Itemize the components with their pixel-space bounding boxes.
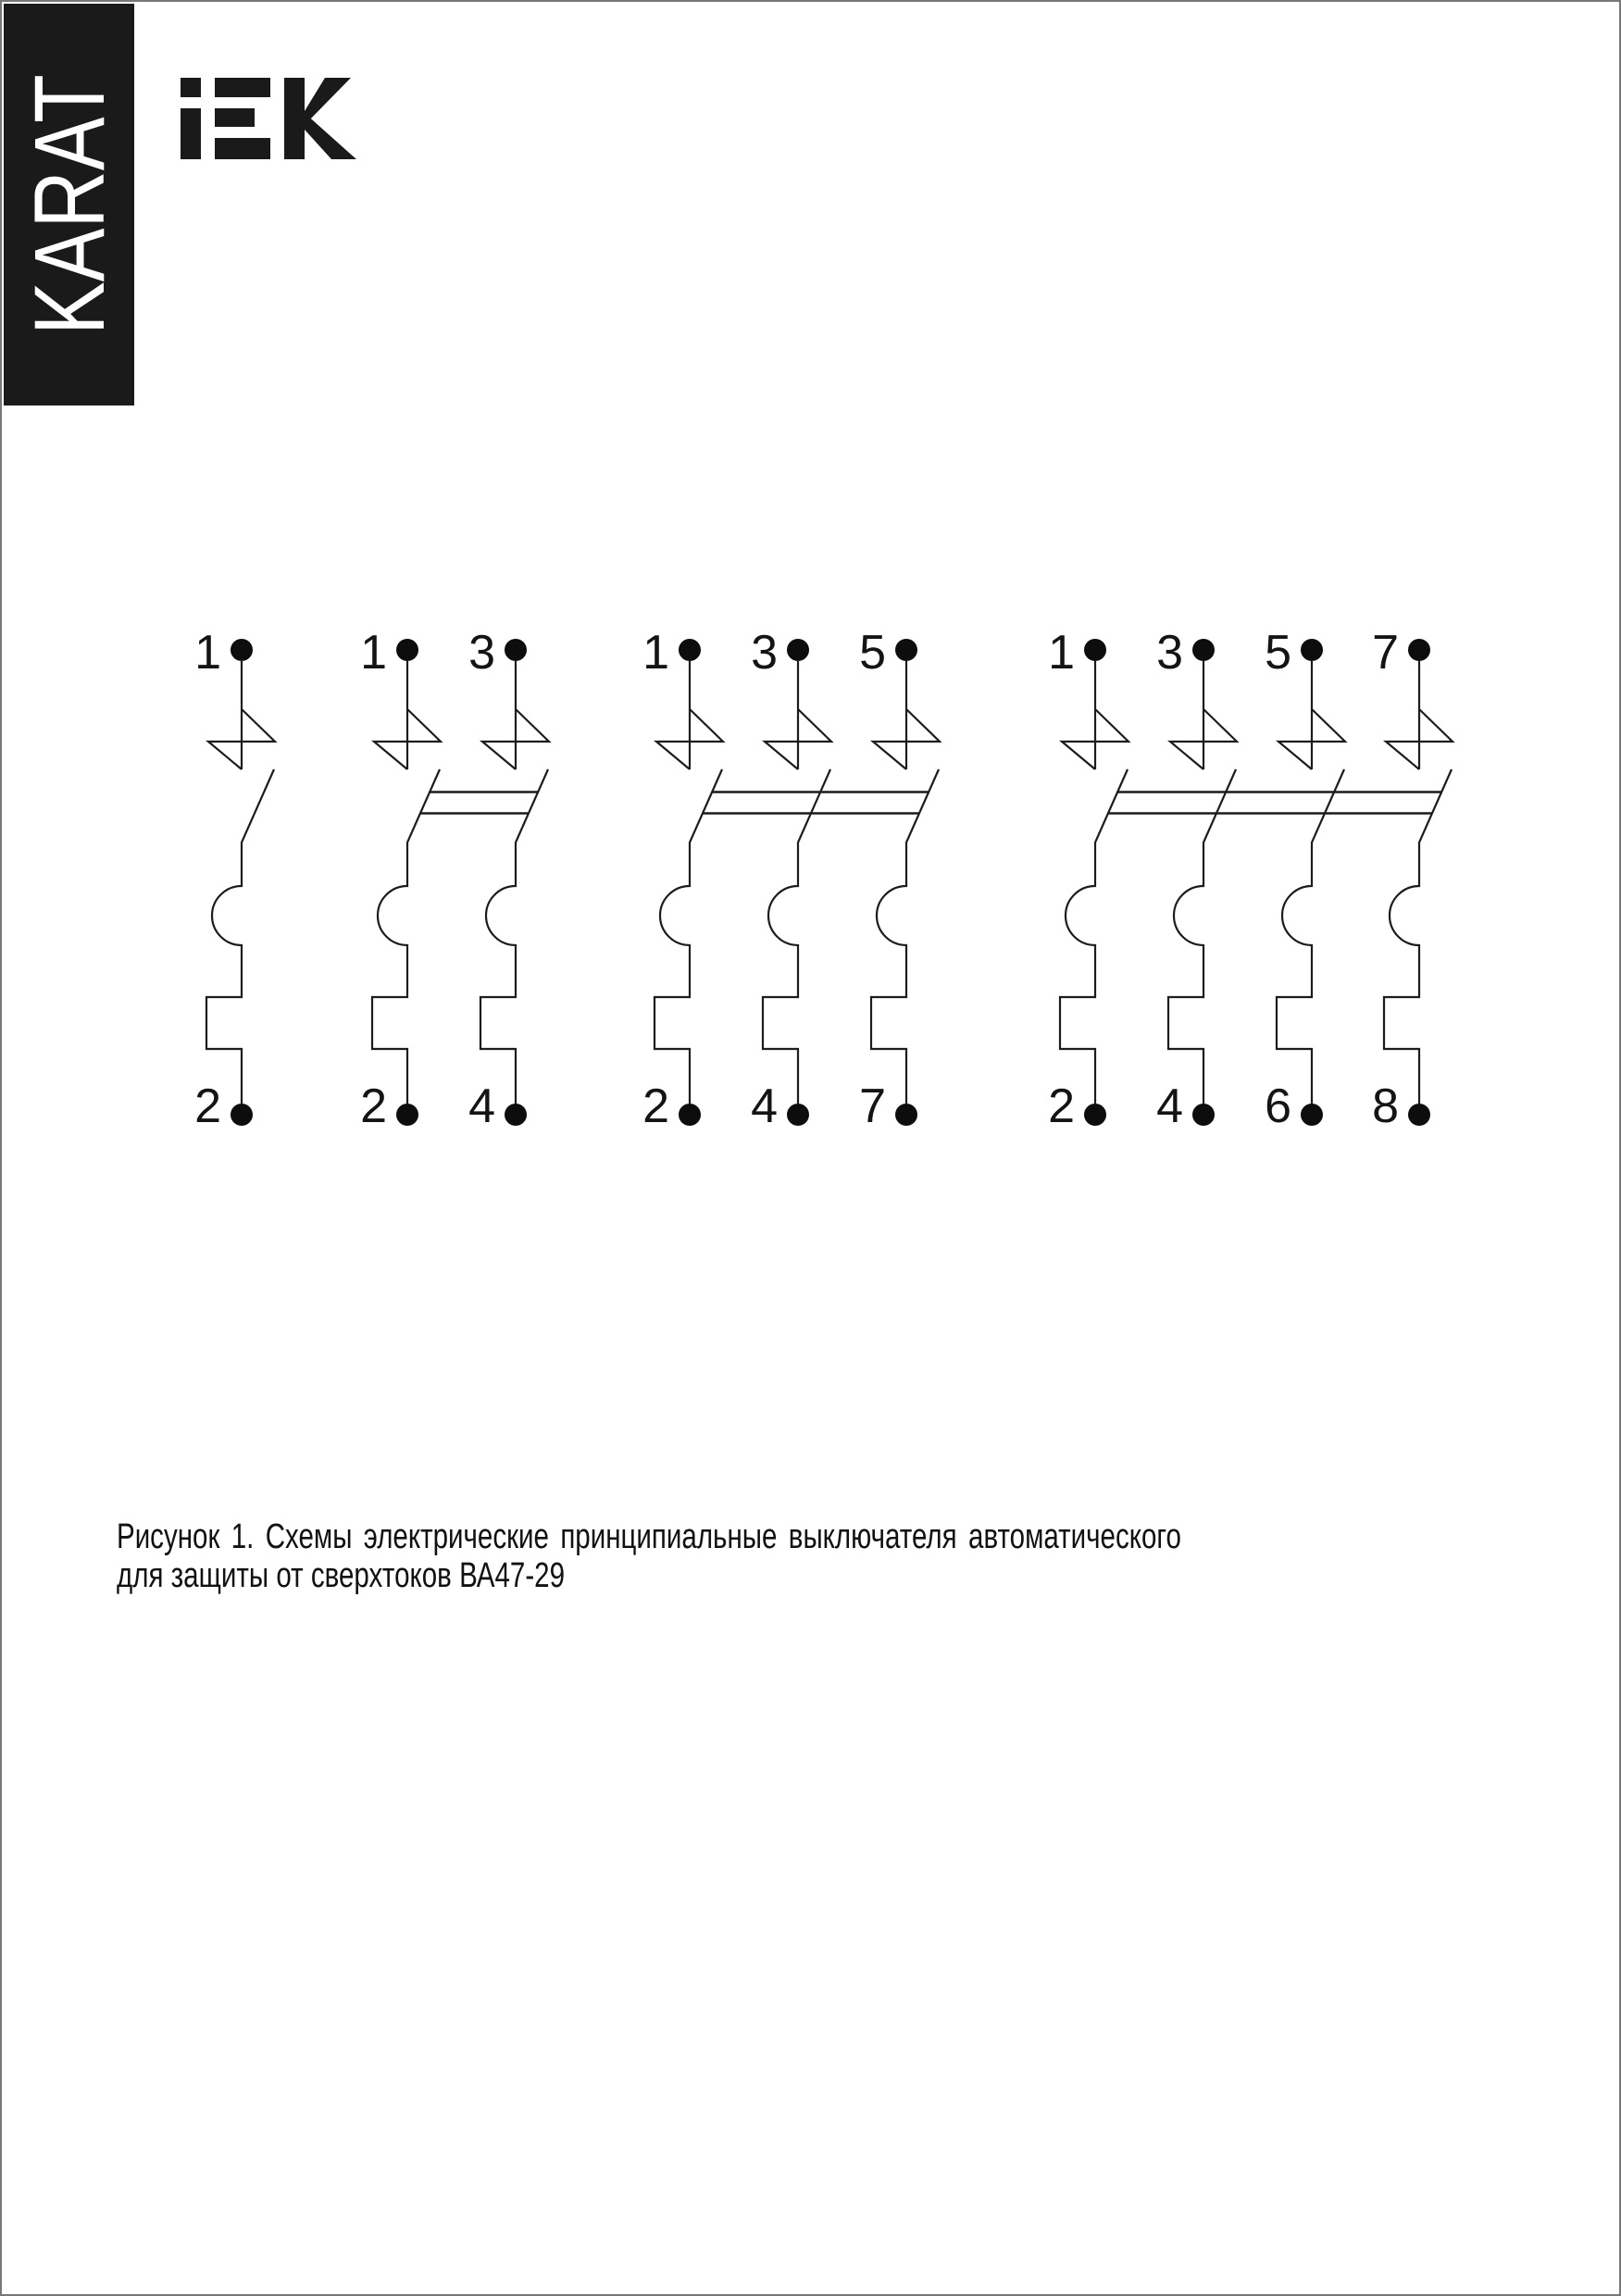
terminal-dot <box>505 639 527 661</box>
terminal-label: 1 <box>1048 626 1075 680</box>
circuit-diagrams <box>194 626 1453 1133</box>
terminal-dot <box>231 639 253 661</box>
circuit-diagram-1pole <box>194 626 275 1133</box>
pole-symbol <box>372 661 441 1104</box>
terminal-dot <box>396 1104 418 1126</box>
iek-logo-icon <box>181 78 356 159</box>
figure-canvas <box>2 2 1621 2296</box>
terminal-label: 7 <box>1372 626 1399 680</box>
terminal-dot <box>787 639 809 661</box>
terminal-label: 4 <box>1156 1079 1183 1133</box>
pole-symbol <box>655 661 723 1104</box>
terminal-label: 2 <box>194 1079 221 1133</box>
circuit-diagram-4pole <box>1048 626 1453 1133</box>
terminal-dot <box>1408 639 1430 661</box>
terminal-label: 3 <box>1156 626 1183 680</box>
figure-caption-line2: для защиты от сверхтоков ВА47-29 <box>117 1556 565 1595</box>
terminal-label: 2 <box>1048 1079 1075 1133</box>
pole-symbol <box>1277 661 1345 1104</box>
terminal-dot <box>895 1104 917 1126</box>
terminal-dot <box>787 1104 809 1126</box>
circuit-diagram-3pole <box>642 626 940 1133</box>
pole-symbol <box>1060 661 1128 1104</box>
terminal-label: 1 <box>360 626 387 680</box>
pole-symbol <box>1384 661 1453 1104</box>
terminal-label: 3 <box>468 626 495 680</box>
terminal-label: 2 <box>642 1079 669 1133</box>
pole-symbol <box>206 661 275 1104</box>
pole-symbol <box>1168 661 1237 1104</box>
terminal-dot <box>231 1104 253 1126</box>
terminal-dot <box>1301 639 1323 661</box>
figure-caption <box>117 1517 1181 1595</box>
terminal-dot <box>1301 1104 1323 1126</box>
terminal-label: 4 <box>468 1079 495 1133</box>
terminal-label: 1 <box>642 626 669 680</box>
terminal-label: 6 <box>1265 1079 1291 1133</box>
terminal-dot <box>1084 1104 1106 1126</box>
terminal-label: 3 <box>751 626 778 680</box>
terminal-dot <box>1084 639 1106 661</box>
circuit-diagram-2pole <box>360 626 549 1133</box>
pole-symbol <box>871 661 940 1104</box>
terminal-label: 8 <box>1372 1079 1399 1133</box>
terminal-dot <box>1408 1104 1430 1126</box>
terminal-dot <box>679 1104 701 1126</box>
karat-brand-text: KARAT <box>12 74 125 335</box>
pole-symbol <box>763 661 831 1104</box>
terminal-label: 7 <box>859 1079 886 1133</box>
terminal-dot <box>1192 1104 1215 1126</box>
terminal-dot <box>396 639 418 661</box>
terminal-label: 4 <box>751 1079 778 1133</box>
terminal-dot <box>895 639 917 661</box>
terminal-dot <box>1192 639 1215 661</box>
terminal-label: 2 <box>360 1079 387 1133</box>
terminal-label: 5 <box>1265 626 1291 680</box>
pole-symbol <box>480 661 549 1104</box>
figure-caption-line1: Рисунок 1. Схемы электрические принципиальные выключателя автоматического <box>117 1517 1181 1556</box>
terminal-dot <box>679 639 701 661</box>
terminal-label: 1 <box>194 626 221 680</box>
terminal-label: 5 <box>859 626 886 680</box>
terminal-dot <box>505 1104 527 1126</box>
